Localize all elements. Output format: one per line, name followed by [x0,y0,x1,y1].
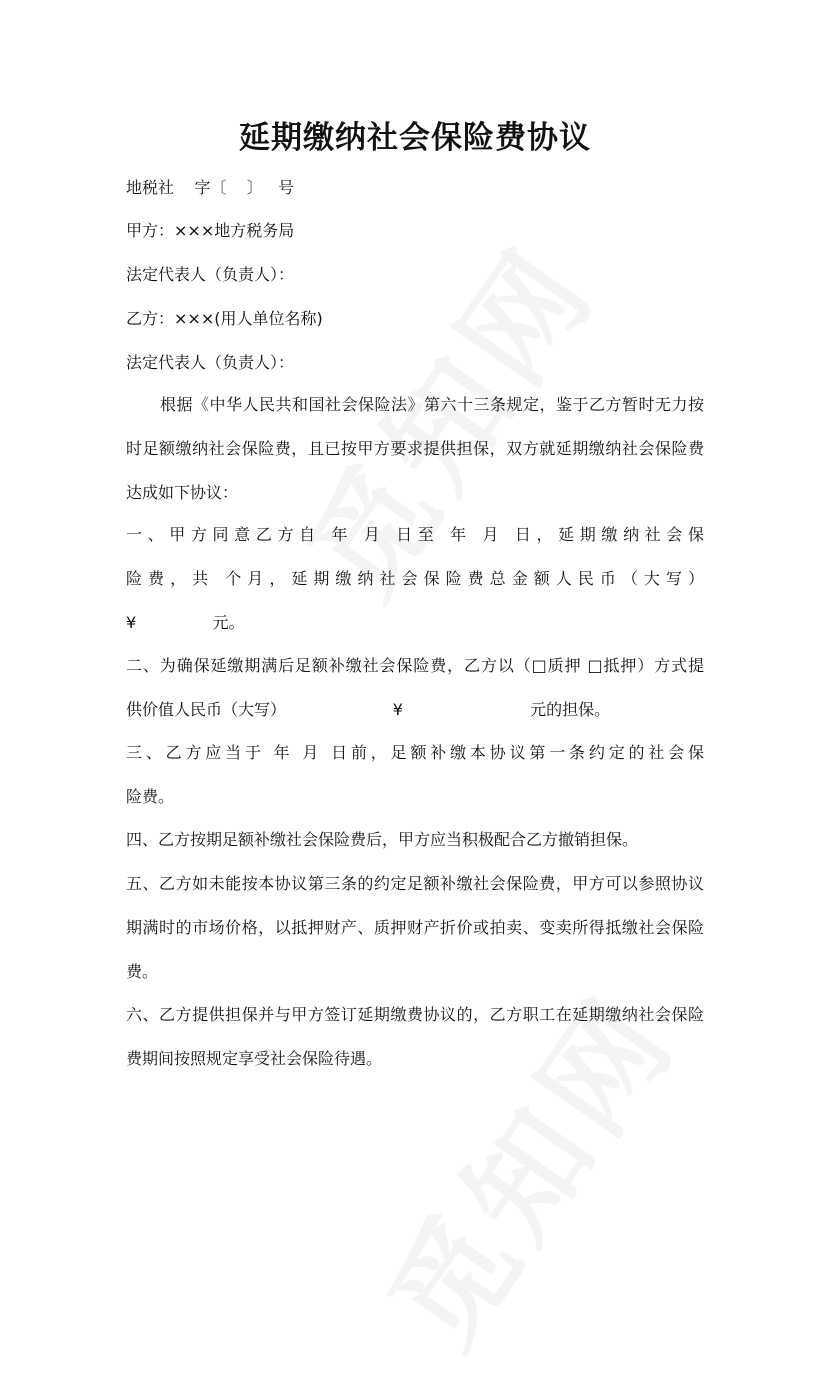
clause-6-line: 六、乙方提供担保并与甲方签订延期缴费协议的，乙方职工在延期缴纳社会保险 [126,1005,704,1024]
clause-2-line: 供价值人民币（大写） ¥ 元的担保。 [126,700,611,719]
party-b-representative: 法定代表人（负责人）： [126,353,295,372]
clause-1-line: ¥ 元。 [126,613,245,632]
clause-6-line: 费期间按照规定享受社会保险待遇。 [126,1049,383,1068]
doc-number: 地税社 字〔 〕 号 [126,178,294,197]
clause-1-line: 一、甲方同意乙方自 年 月 日至 年 月 日，延期缴纳社会保 [126,525,704,544]
clause-2-line: 二、为确保延缴期满后足额补缴社会保险费，乙方以（□质押 □抵押）方式提 [126,656,704,675]
clause-3-line: 三、乙方应当于 年 月 日前，足额补缴本协议第一条约定的社会保 [126,743,704,762]
clause-5-line: 费。 [126,962,159,981]
party-a-representative: 法定代表人（负责人）： [126,265,295,284]
intro-line: 达成如下协议： [126,483,239,502]
document-title: 延期缴纳社会保险费协议 [239,120,591,156]
clause-5-line: 五、乙方如未能按本协议第三条的约定足额补缴社会保险费，甲方可以参照协议 [126,874,704,893]
clause-5-line: 期满时的市场价格，以抵押财产、质押财产折价或拍卖、变卖所得抵缴社会保险 [126,918,704,937]
clause-4-line: 四、乙方按期足额补缴社会保险费后，甲方应当积极配合乙方撤销担保。 [126,830,639,849]
intro-line: 根据《中华人民共和国社会保险法》第六十三条规定，鉴于乙方暂时无力按 [160,395,704,414]
intro-line: 时足额缴纳社会保险费，且已按甲方要求提供担保，双方就延期缴纳社会保险费 [126,439,704,458]
party-b: 乙方：×××(用人单位名称) [126,309,323,328]
clause-3-line: 险费。 [126,787,175,806]
party-a: 甲方：×××地方税务局 [126,221,295,240]
clause-1-line: 险费，共 个月，延期缴纳社会保险费总金额人民币（大写） [126,569,704,588]
watermark [263,207,628,625]
